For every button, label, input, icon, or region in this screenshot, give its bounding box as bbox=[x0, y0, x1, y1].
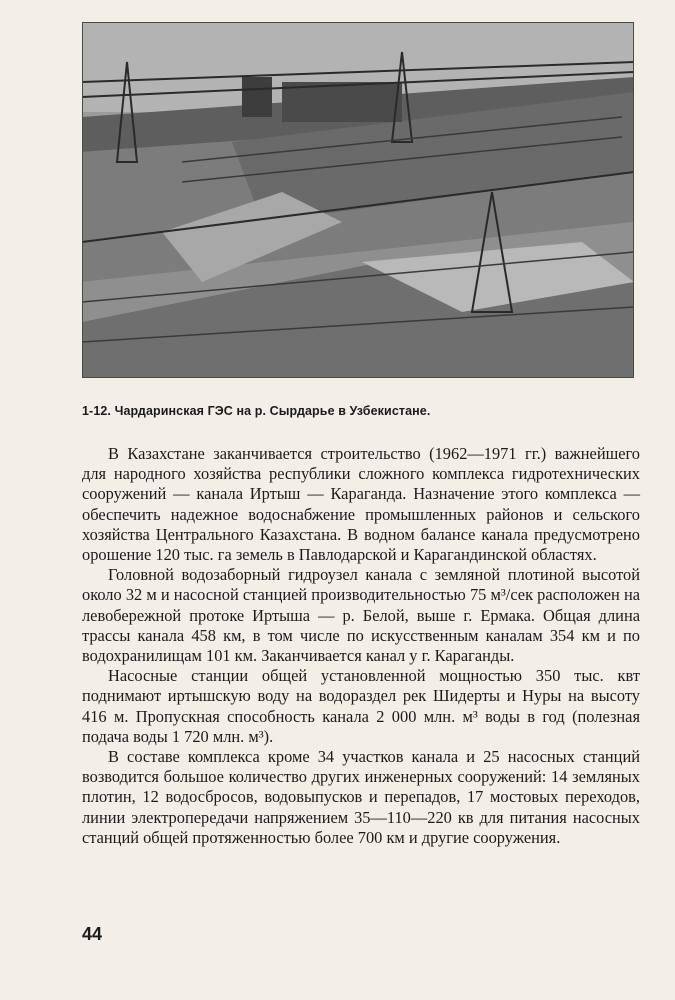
dam-photo bbox=[82, 22, 634, 378]
page-number: 44 bbox=[82, 924, 103, 944]
paragraph: Головной водозаборный гидроузел канала с земляной плотиной высотой около 32 м и насосной станцией производительностью 75 м³/сек расположен на левобережной протоке Иртыша — р. Белой, выше г. Ермака. Общая длина трассы канала 458 км, в том числе по искусственным каналам 354 км и по водохранилищам 101 км. Заканчивается канал у г. Караганды. bbox=[82, 565, 640, 666]
paragraph: В Казахстане заканчивается строительство (1962—1971 гг.) важнейшего для народного хозяйства республики сложного комплекса гидротехнических сооружений — канала Иртыш — Караганда. Назначение этого комплекса — обеспечить надежное водоснабжение промышленных районов и сельского хозяйства Центрального Казахстана. В водном балансе канала предусмотрено орошение 120 тыс. га земель в Павлодарской и Карагандинской областях. bbox=[82, 444, 640, 565]
paragraph: Насосные станции общей установленной мощностью 350 тыс. квт поднимают иртышскую воду на водораздел рек Шидерты и Нуры на высоту 416 м. Пропускная способность канала 2 000 млн. м³ воды в год (полезная подача воды 1 720 млн. м³). bbox=[82, 666, 640, 746]
body-text bbox=[82, 444, 640, 848]
figure-caption: 1-12. Чардаринская ГЭС на р. Сырдарье в Узбекистане. bbox=[82, 404, 431, 418]
paragraph: В составе комплекса кроме 34 участков канала и 25 насосных станций возводится большое количество других инженерных сооружений: 14 земляных плотин, 12 водосбросов, водовыпусков и перепадов, 17 мостовых переходов, линии электропередачи напряжением 35—110—220 кв для питания насосных станций общей протяженностью более 700 км и другие сооружения. bbox=[82, 747, 640, 847]
